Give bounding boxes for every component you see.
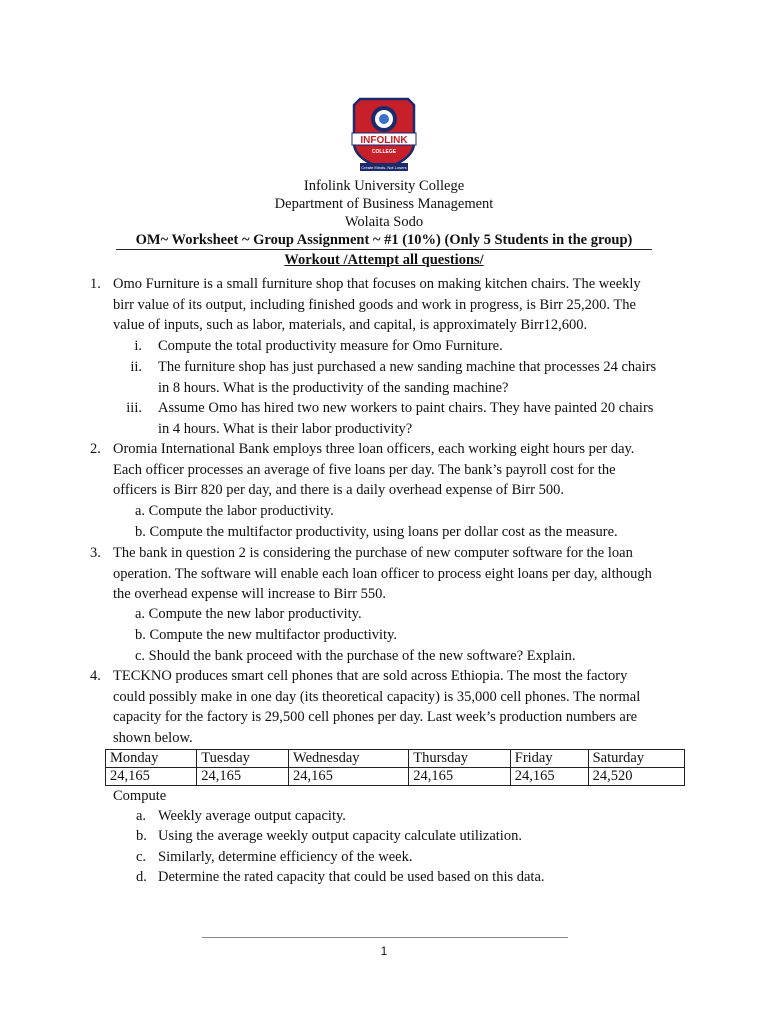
sub-question: b. Compute the multifactor productivity, using loans per dollar cost as the measure.: [135, 524, 618, 540]
title-rule: [116, 249, 652, 250]
text-line: shown below.: [113, 729, 193, 746]
question-number: 1.: [90, 276, 101, 292]
text-line: birr value of its output, including finished goods and work in progress, is Birr 25,200. The: [113, 296, 636, 313]
compute-label: Compute: [113, 788, 167, 804]
sub-question: Compute the total productivity measure for Omo Furniture.: [158, 338, 503, 354]
question-1-text: [113, 274, 678, 336]
table-cell: 24,165: [289, 768, 409, 786]
sub-question: Determine the rated capacity that could be used based on this data.: [158, 869, 545, 885]
table-header-cell: Monday: [106, 750, 197, 768]
sub-question: Similarly, determine efficiency of the week.: [158, 849, 413, 865]
text-line: in 8 hours. What is the productivity of the sanding machine?: [158, 379, 509, 396]
sub-question: c. Should the bank proceed with the purchase of the new software? Explain.: [135, 648, 576, 664]
text-line: value of inputs, such as labor, materials, and capital, is approximately Birr12,600.: [113, 317, 588, 333]
table-cell: 24,520: [588, 768, 684, 786]
question-number: 3.: [90, 545, 101, 561]
table-header-cell: Thursday: [409, 750, 511, 768]
worksheet-title: OM~ Worksheet ~ Group Assignment ~ #1 (10%) (Only 5 Students in the group): [135, 232, 633, 248]
table-header-cell: Saturday: [588, 750, 684, 768]
text-line: could possibly make in one day (its theoretical capacity) is 35,000 cell phones. The normal: [113, 688, 641, 705]
table-cell: 24,165: [106, 768, 197, 786]
sub-question: Using the average weekly output capacity calculate utilization.: [158, 828, 522, 844]
text-line: Oromia International Bank employs three loan officers, each working eight hours per day.: [113, 441, 635, 457]
footer-rule: [202, 937, 568, 938]
page-number: 1: [380, 944, 388, 958]
sub-marker: iii.: [126, 400, 142, 416]
table-cell: 24,165: [510, 768, 588, 786]
table-cell: 24,165: [409, 768, 511, 786]
sub-question: [158, 398, 678, 439]
question-3-text: [113, 543, 678, 605]
text-line: Each officer processes an average of five loans per day. The bank’s payroll cost for the: [113, 461, 616, 478]
sub-question: Weekly average output capacity.: [158, 808, 346, 824]
logo-banner: Create Minds, Not Losers: [361, 165, 407, 170]
location: Wolaita Sodo: [344, 214, 424, 230]
sub-marker: d.: [136, 869, 147, 885]
sub-marker: c.: [136, 849, 147, 865]
table-header-cell: Tuesday: [197, 750, 289, 768]
department-name: Department of Business Management: [274, 196, 494, 212]
text-line: The bank in question 2 is considering the purchase of new computer software for the loan: [113, 545, 633, 561]
table-cell: 24,165: [197, 768, 289, 786]
sub-question: a. Compute the labor productivity.: [135, 503, 334, 519]
sub-marker: b.: [136, 828, 147, 844]
sub-question: b. Compute the new multifactor productivity.: [135, 627, 398, 643]
sub-question: [158, 357, 678, 398]
text-line: officers is Birr 820 per day, and there is a daily overhead expense of Birr 500.: [113, 482, 564, 498]
table-header-cell: Friday: [510, 750, 588, 768]
logo-text: INFOLINK: [360, 135, 408, 146]
sub-marker: a.: [136, 808, 147, 824]
sub-marker: ii.: [130, 359, 142, 375]
question-number: 4.: [90, 668, 101, 684]
text-line: The furniture shop has just purchased a new sanding machine that processes 24 chairs: [158, 359, 657, 375]
question-number: 2.: [90, 441, 101, 457]
question-4-text: [113, 666, 678, 748]
text-line: Omo Furniture is a small furniture shop that focuses on making kitchen chairs. The weekly: [113, 276, 641, 292]
question-2-text: [113, 439, 678, 501]
sub-question: a. Compute the new labor productivity.: [135, 606, 362, 622]
table-header-row: [106, 750, 685, 768]
text-line: operation. The software will enable each loan officer to process eight loans per day, although: [113, 565, 652, 582]
text-line: the overhead expense will increase to Birr 550.: [113, 586, 386, 602]
production-table: [105, 749, 685, 786]
text-line: TECKNO produces smart cell phones that are sold across Ethiopia. The most the factory: [113, 668, 628, 684]
college-logo: [338, 93, 430, 177]
logo-subtext: COLLEGE: [371, 149, 397, 155]
text-line: in 4 hours. What is their labor productivity?: [158, 420, 413, 437]
text-line: capacity for the factory is 29,500 cell phones per day. Last week’s production numbers are: [113, 709, 638, 725]
text-line: Assume Omo has hired two new workers to paint chairs. They have painted 20 chairs: [158, 400, 654, 416]
instruction-heading: Workout /Attempt all questions/: [284, 252, 484, 268]
table-row: [106, 768, 685, 786]
sub-marker: i.: [134, 338, 142, 354]
table-header-cell: Wednesday: [289, 750, 409, 768]
institution-name: Infolink University College: [303, 178, 465, 194]
